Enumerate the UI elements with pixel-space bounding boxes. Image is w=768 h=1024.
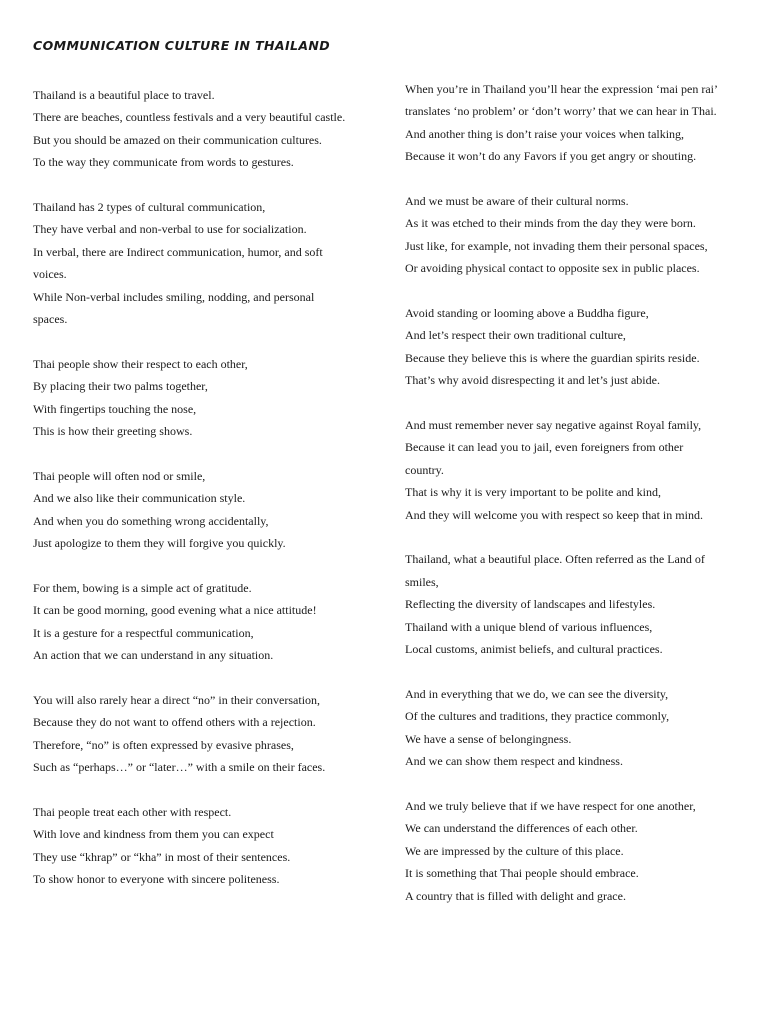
text-line: Just apologize to them they will forgive you quickly.	[33, 536, 286, 551]
text-line: And another thing is don’t raise your voices when talking,	[405, 126, 685, 141]
text-line: Because it can lead you to jail, even foreigners from other	[405, 440, 684, 455]
left-stanza	[33, 465, 369, 555]
text-line: To show honor to everyone with sincere politeness.	[33, 872, 280, 887]
text-line: Local customs, animist beliefs, and cultural practices.	[405, 642, 663, 657]
text-line: country.	[405, 462, 444, 477]
text-line: They have verbal and non-verbal to use for socialization.	[33, 222, 307, 237]
left-stanza	[33, 577, 369, 667]
text-line: Such as “perhaps…” or “later…” with a smile on their faces.	[33, 760, 326, 775]
text-line: That’s why avoid disrespecting it and let’s just abide.	[405, 373, 660, 388]
text-line: To the way they communicate from words to gestures.	[33, 155, 294, 170]
text-line: Thailand, what a beautiful place. Often referred as the Land of	[405, 552, 705, 567]
text-line: We are impressed by the culture of this place.	[405, 843, 624, 858]
text-line: And must remember never say negative against Royal family,	[405, 418, 702, 433]
right-stanza	[405, 302, 735, 392]
right-stanza	[405, 795, 735, 907]
text-line: It is something that Thai people should embrace.	[405, 866, 639, 881]
text-line: And they will welcome you with respect so keep that in mind.	[405, 507, 703, 522]
text-line: And we can show them respect and kindness.	[405, 754, 623, 769]
text-line: Of the cultures and traditions, they practice commonly,	[405, 709, 670, 724]
text-line: And let’s respect their own traditional culture,	[405, 328, 626, 343]
text-line: spaces.	[33, 312, 68, 327]
text-line: And when you do something wrong accidentally,	[33, 513, 269, 528]
text-line: And we truly believe that if we have respect for one another,	[405, 798, 696, 813]
text-line: That is why it is very important to be polite and kind,	[405, 485, 661, 500]
text-line: And we also like their communication style.	[33, 491, 246, 506]
text-line: With love and kindness from them you can expect	[33, 827, 274, 842]
text-line: We can understand the differences of each other.	[405, 821, 638, 836]
text-line: An action that we can understand in any situation.	[33, 648, 274, 663]
text-line: They use “khrap” or “kha” in most of their sentences.	[33, 849, 291, 864]
text-line: We have a sense of belongingness.	[405, 731, 572, 746]
document-title: COMMUNICATION CULTURE IN THAILAND	[33, 38, 331, 53]
text-line: Thailand has 2 types of cultural communication,	[33, 200, 266, 215]
text-line: Thailand is a beautiful place to travel.	[33, 88, 215, 102]
text-line: You will also rarely hear a direct “no” in their conversation,	[33, 692, 321, 707]
text-line: Thai people will often nod or smile,	[33, 468, 206, 483]
text-line: translates ‘no problem’ or ‘don’t worry’ that we can hear in Thai.	[405, 104, 717, 119]
text-line: By placing their two palms together,	[33, 379, 208, 394]
text-line: While Non-verbal includes smiling, nodding, and personal	[33, 289, 315, 304]
right-stanza	[405, 414, 735, 526]
text-line: For them, bowing is a simple act of gratitude.	[33, 580, 252, 595]
text-line: With fingertips touching the nose,	[33, 401, 197, 416]
text-line: Or avoiding physical contact to opposite sex in public places.	[405, 261, 700, 276]
text-line: There are beaches, countless festivals and a very beautiful castle.	[33, 110, 346, 125]
text-line: And we must be aware of their cultural norms.	[405, 194, 629, 209]
text-line: smiles,	[405, 574, 439, 589]
text-line: It is a gesture for a respectful communication,	[33, 625, 254, 640]
text-line: Therefore, “no” is often expressed by evasive phrases,	[33, 737, 294, 752]
text-line: Because they do not want to offend others with a rejection.	[33, 715, 316, 730]
left-column	[33, 84, 369, 913]
right-stanza	[405, 190, 735, 280]
right-column	[405, 78, 735, 929]
text-line: Thailand with a unique blend of various influences,	[405, 619, 653, 634]
text-line: In verbal, there are Indirect communication, humor, and soft	[33, 244, 323, 259]
text-line: But you should be amazed on their communication cultures.	[33, 132, 322, 147]
text-line: A country that is filled with delight and grace.	[405, 888, 626, 903]
right-stanza	[405, 78, 735, 168]
text-line: Reflecting the diversity of landscapes and lifestyles.	[405, 597, 656, 612]
text-line: Avoid standing or looming above a Buddha figure,	[405, 306, 649, 321]
text-line: When you’re in Thailand you’ll hear the expression ‘mai pen rai’	[405, 82, 719, 96]
text-line: As it was etched to their minds from the day they were born.	[405, 216, 696, 231]
left-stanza	[33, 353, 369, 443]
text-line: Thai people treat each other with respect.	[33, 804, 232, 819]
text-line: Because they believe this is where the guardian spirits reside.	[405, 350, 700, 365]
right-stanza	[405, 548, 735, 660]
right-stanza	[405, 683, 735, 773]
left-stanza	[33, 689, 369, 779]
left-stanza	[33, 84, 369, 174]
text-line: voices.	[33, 267, 67, 282]
text-line: It can be good morning, good evening what a nice attitude!	[33, 603, 317, 618]
text-line: Just like, for example, not invading them their personal spaces,	[405, 238, 708, 253]
text-line: Because it won’t do any Favors if you get angry or shouting.	[405, 149, 697, 164]
text-line: And in everything that we do, we can see the diversity,	[405, 686, 669, 701]
text-line: Thai people show their respect to each other,	[33, 356, 248, 371]
left-stanza	[33, 196, 369, 330]
left-stanza	[33, 801, 369, 891]
text-line: This is how their greeting shows.	[33, 424, 193, 439]
